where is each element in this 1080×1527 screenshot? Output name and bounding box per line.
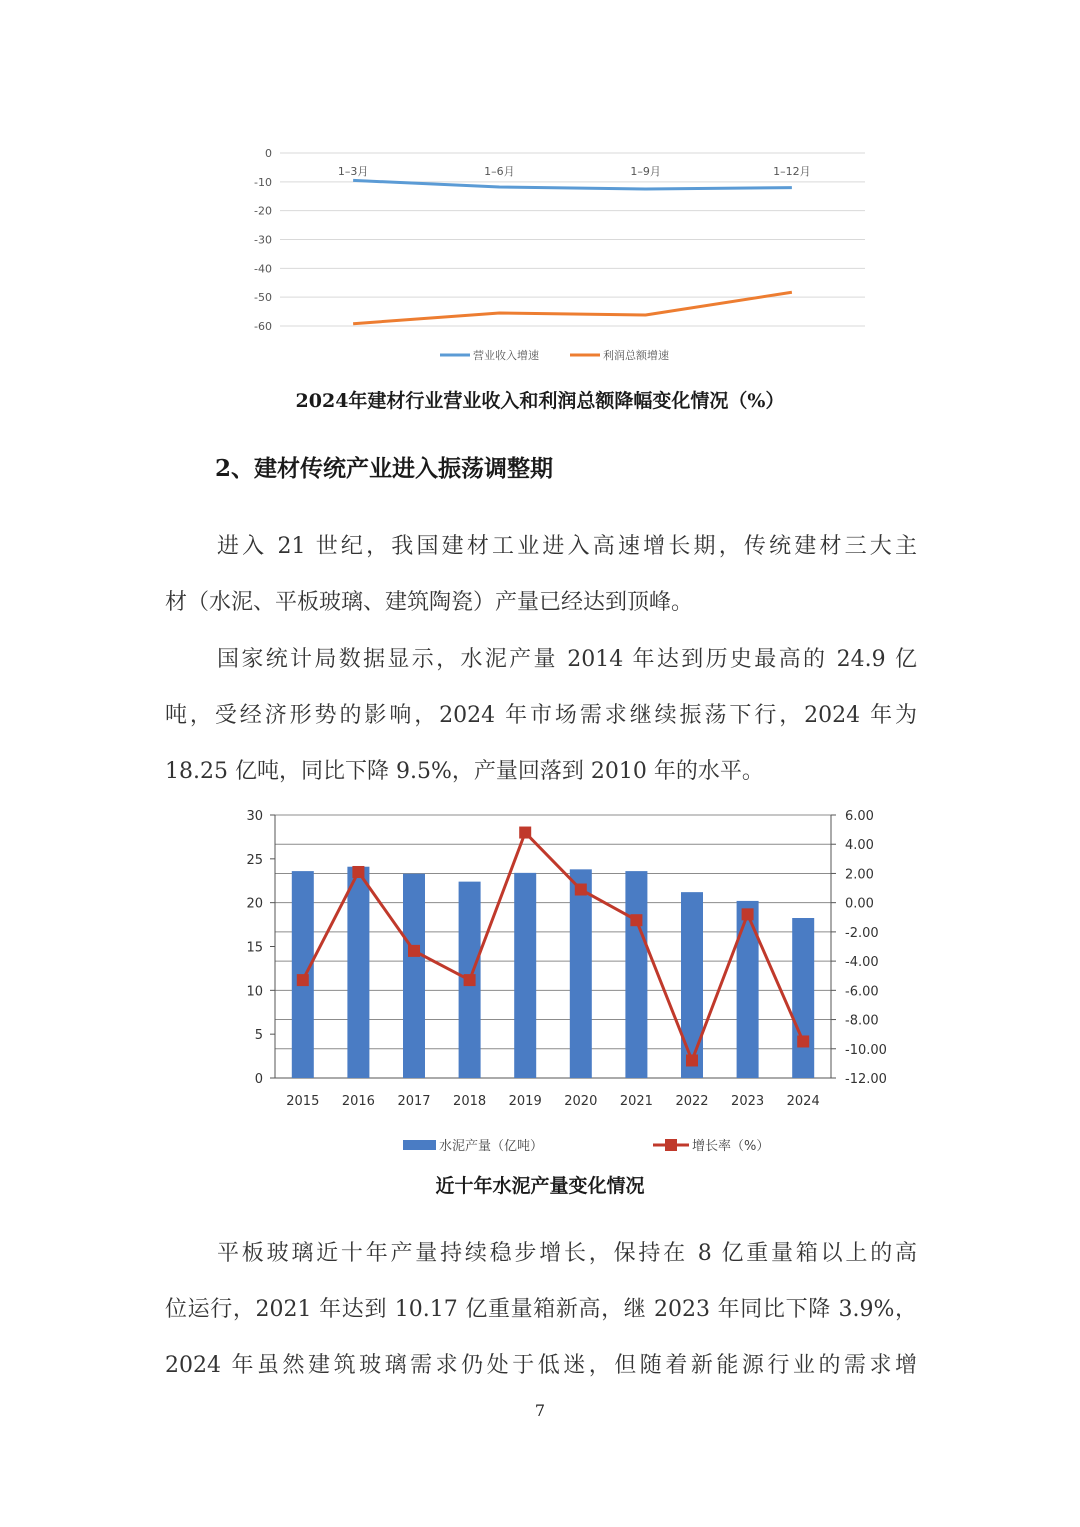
revenue-profit-line-chart	[230, 140, 880, 370]
x-tick-label: 2021	[619, 1094, 653, 1109]
x-tick-label: 2018	[453, 1094, 487, 1109]
x-tick-label: 2024	[786, 1094, 820, 1109]
bar	[570, 869, 592, 1078]
y-right-tick-label: -10.00	[845, 1042, 887, 1058]
growth-marker	[686, 1054, 698, 1066]
legend-swatch-marker	[665, 1139, 677, 1151]
section-heading: 2、建材传统产业进入振荡调整期	[215, 455, 554, 482]
paragraph-line: 吨，受经济形势的影响，2024 年市场需求继续振荡下行，2024 年为	[165, 703, 917, 728]
bar	[403, 874, 425, 1078]
legend-label: 增长率（%）	[692, 1139, 770, 1154]
paragraph-line: 位运行，2021 年达到 10.17 亿重量箱新高，继 2023 年同比下降 3.9%，	[165, 1297, 917, 1322]
bar	[625, 871, 647, 1078]
paragraph-line: 材（水泥、平板玻璃、建筑陶瓷）产量已经达到顶峰。	[165, 590, 694, 615]
chart1-caption: 2024年建材行业营业收入和利润总额降幅变化情况（%）	[295, 390, 785, 412]
y-left-tick-label: 5	[254, 1028, 263, 1044]
x-tick-label: 2015	[286, 1094, 320, 1109]
paragraph-line: 平板玻璃近十年产量持续稳步增长，保持在 8 亿重量箱以上的高	[217, 1241, 917, 1266]
paragraph-line: 进入 21 世纪，我国建材工业进入高速增长期，传统建材三大主	[217, 534, 917, 559]
y-tick-label: -40	[254, 262, 272, 276]
x-tick-label: 1–9月	[630, 165, 661, 178]
paragraph-2	[165, 632, 917, 800]
y-right-tick-label: -12.00	[845, 1072, 887, 1087]
y-tick-label: -20	[254, 204, 272, 218]
page-number: 7	[534, 1401, 546, 1420]
y-right-tick-label: -4.00	[845, 955, 879, 971]
growth-marker	[575, 884, 587, 896]
x-tick-label: 2016	[341, 1094, 375, 1109]
y-right-tick-label: 4.00	[845, 838, 874, 854]
paragraph-1	[165, 519, 917, 631]
growth-marker	[408, 945, 420, 957]
legend-label: 营业收入增速	[473, 349, 539, 362]
y-right-tick-label: -2.00	[845, 925, 879, 941]
y-tick-label: -30	[254, 233, 272, 247]
legend-label: 利润总额增速	[603, 349, 669, 362]
legend-swatch-bar	[403, 1140, 436, 1150]
growth-line	[303, 833, 803, 1061]
x-tick-label: 2020	[564, 1094, 598, 1109]
cement-output-chart	[230, 800, 890, 1165]
x-tick-label: 2017	[397, 1094, 431, 1109]
growth-marker	[519, 827, 531, 839]
y-right-tick-label: 2.00	[845, 867, 874, 883]
y-right-tick-label: 6.00	[845, 809, 874, 824]
y-left-tick-label: 25	[246, 852, 263, 868]
y-tick-label: 0	[265, 147, 272, 160]
y-left-tick-label: 15	[246, 940, 263, 956]
x-tick-label: 2019	[508, 1094, 542, 1109]
x-tick-label: 2022	[675, 1094, 709, 1109]
x-tick-label: 1–6月	[484, 165, 515, 178]
y-left-tick-label: 0	[254, 1072, 263, 1087]
y-tick-label: -50	[254, 291, 272, 305]
y-tick-label: -10	[254, 175, 272, 189]
growth-marker	[797, 1035, 809, 1047]
x-tick-label: 1–12月	[773, 165, 811, 178]
chart2-caption: 近十年水泥产量变化情况	[435, 1175, 645, 1197]
paragraph-line: 2024 年虽然建筑玻璃需求仍处于低迷，但随着新能源行业的需求增	[165, 1353, 917, 1378]
paragraph-line: 国家统计局数据显示，水泥产量 2014 年达到历史最高的 24.9 亿	[217, 647, 917, 672]
paragraph-line: 18.25 亿吨，同比下降 9.5%，产量回落到 2010 年的水平。	[165, 759, 764, 784]
bar	[737, 901, 759, 1078]
y-tick-label: -60	[254, 320, 272, 333]
growth-marker	[352, 866, 364, 878]
x-tick-label: 1–3月	[337, 165, 369, 178]
y-right-tick-label: -8.00	[845, 1013, 879, 1029]
y-right-tick-label: -6.00	[845, 984, 879, 1000]
y-left-tick-label: 10	[246, 984, 263, 1000]
growth-marker	[742, 908, 754, 920]
growth-marker	[464, 974, 476, 986]
bar	[792, 918, 814, 1078]
paragraph-3	[165, 1226, 917, 1394]
y-left-tick-label: 20	[246, 896, 263, 912]
bar	[681, 892, 703, 1078]
x-tick-label: 2023	[731, 1094, 765, 1109]
bar	[347, 867, 369, 1078]
bar	[514, 873, 536, 1078]
growth-marker	[297, 974, 309, 986]
legend-label: 水泥产量（亿吨）	[439, 1139, 544, 1154]
growth-marker	[630, 914, 642, 926]
y-left-tick-label: 30	[246, 809, 263, 824]
y-right-tick-label: 0.00	[845, 896, 874, 912]
